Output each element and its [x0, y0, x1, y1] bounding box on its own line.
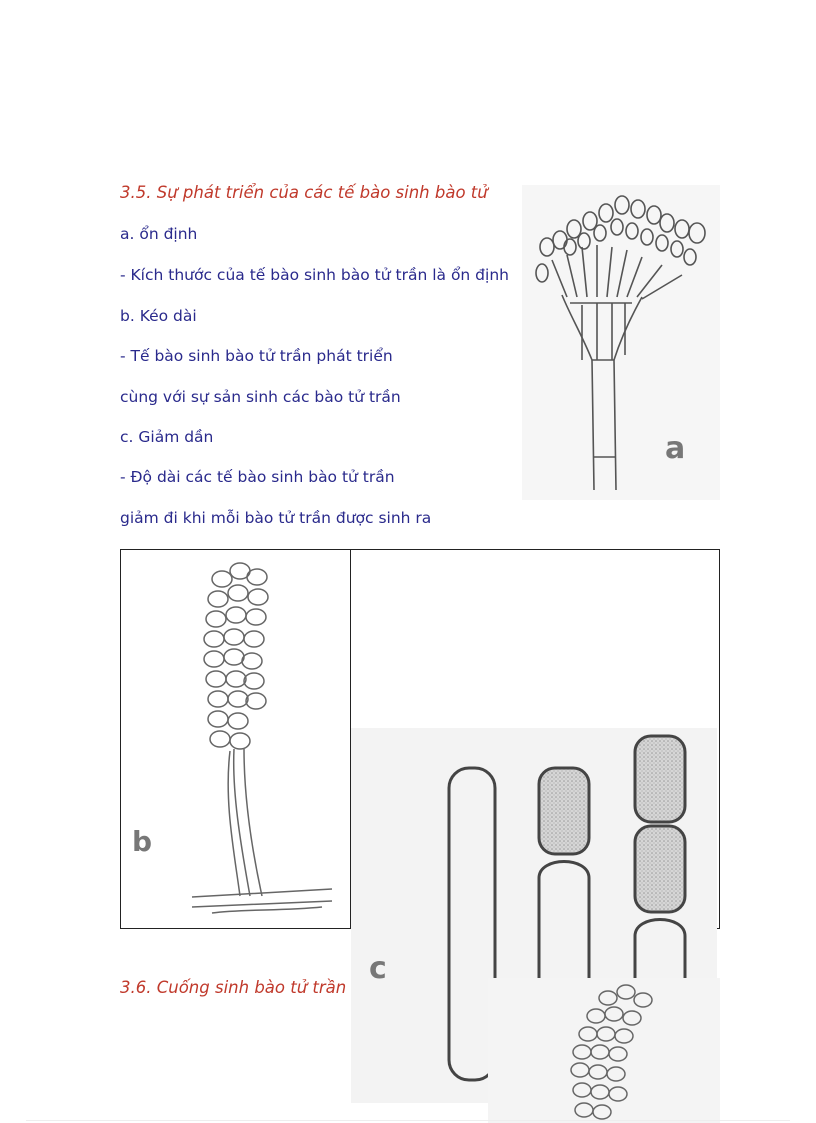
section-heading-3-6: 3.6. Cuống sinh bào tử trần — [120, 978, 347, 997]
section-heading-3-5: 3.5. Sự phát triển của các tế bào sinh bào tử — [120, 183, 488, 202]
line-c-title: c. Giảm dần — [120, 428, 214, 446]
line-b-desc-1: - Tế bào sinh bào tử trần phát triển — [120, 347, 393, 365]
line-a-title: a. ổn định — [120, 225, 198, 243]
line-c-desc-2: giảm đi khi mỗi bào tử trần được sinh ra — [120, 509, 432, 527]
figure-a-label: a — [665, 431, 686, 466]
line-c-desc-1: - Độ dài các tế bào sinh bào tử trần — [120, 468, 395, 486]
line-b-desc-2: cùng với sự sản sinh các bào tử trần — [120, 388, 401, 406]
figure-b-label: b — [132, 825, 153, 858]
figure-d — [488, 978, 720, 1123]
figure-b — [122, 551, 349, 927]
figure-c-label: c — [369, 951, 387, 986]
figure-a — [522, 185, 720, 500]
page-bottom-rule — [26, 1120, 790, 1121]
line-b-title: b. Kéo dài — [120, 307, 197, 325]
line-a-desc: - Kích thước của tế bào sinh bào tử trần là ổn định — [120, 266, 509, 284]
